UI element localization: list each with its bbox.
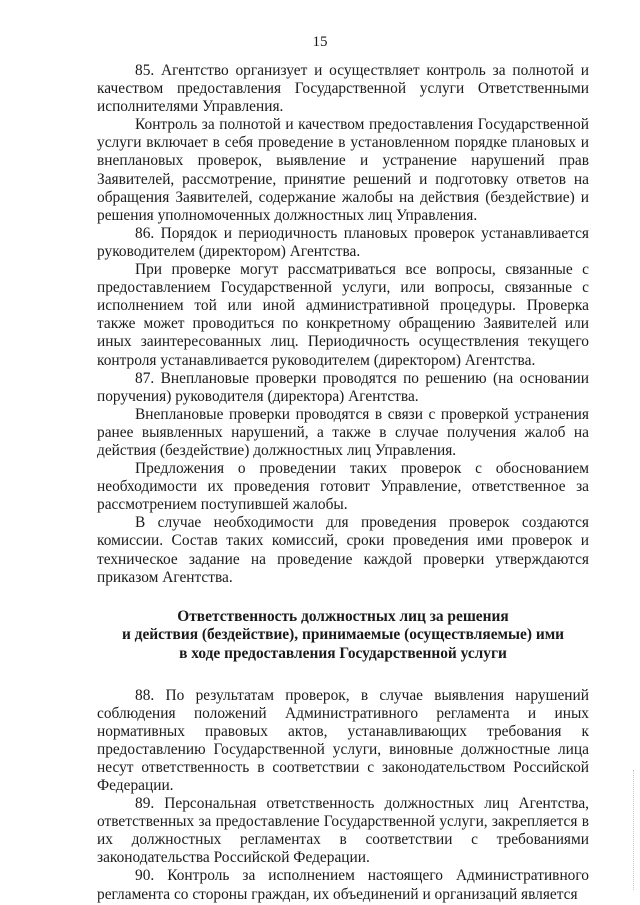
section-heading-line: Ответственность должностных лиц за решения	[177, 607, 509, 625]
section-heading-line: в ходе предоставления Государственной услуги	[179, 644, 507, 662]
paragraph-85-control: Контроль за полнотой и качеством предоставления Государственной услуги включает в себя проведение в установленном порядке плановых и внеплановых проверок, выявление и устранение нарушений прав Заявителей, рассмотрение, принятие решений и подготовку ответов на обращения Заявителей, содержание жалобы на действия (бездействие) и решения уполномоченных должностных лиц Управления.	[97, 116, 589, 224]
paragraph-89: 89. Персональная ответственность должностных лиц Агентства, ответственных за предоставление Государственной услуги, закрепляется в их должностных регламентах в соответствии с требованиями законодательства Российской Федерации.	[97, 795, 589, 867]
paragraph-85: 85. Агентство организует и осуществляет контроль за полнотой и качеством предоставления Государственной услуги Ответственными исполнителями Управления.	[97, 62, 589, 116]
paragraph-87: 87. Внеплановые проверки проводятся по решению (на основании поручения) руководителя (директора) Агентства.	[97, 369, 589, 405]
paragraph-86: 86. Порядок и периодичность плановых проверок устанавливается руководителем (директором) Агентства.	[97, 224, 589, 260]
document-body	[97, 62, 589, 904]
scan-margin-marks	[631, 770, 634, 890]
section-heading	[97, 608, 589, 664]
paragraph-88: 88. По результатам проверок, в случае выявления нарушений соблюдения положений Административного регламента и иных нормативных правовых актов, устанавливающих требования к предоставлению Государственной услуги, виновные должностные лица несут ответственность в соответствии с законодательством Российской Федерации.	[97, 686, 589, 794]
paragraph-87-reasons: Внеплановые проверки проводятся в связи с проверкой устранения ранее выявленных нарушений, а также в случае получения жалоб на действия (бездействие) должностных лиц Управления.	[97, 405, 589, 459]
paragraph-87-commissions: В случае необходимости для проведения проверок создаются комиссии. Состав таких комиссий, сроки проведения ими проверок и техническое задание на проведение каждой проверки утверждаются приказом Агентства.	[97, 514, 589, 586]
page-number: 15	[312, 34, 328, 50]
paragraph-86-scope: При проверке могут рассматриваться все вопросы, связанные с предоставлением Государственной услуги, или вопросы, связанные с исполнением той или иной административной процедуры. Проверка также может проводиться по конкретному обращению Заявителей или иных заинтересованных лиц. Периодичность осуществления текущего контроля устанавливается руководителем (директором) Агентства.	[97, 261, 589, 369]
section-heading-line: и действия (бездействие), принимаемые (осуществляемые) ими	[121, 626, 565, 644]
paragraph-90: 90. Контроль за исполнением настоящего Административного регламента со стороны граждан, их объединений и организаций является	[97, 867, 589, 903]
paragraph-87-proposals: Предложения о проведении таких проверок с обоснованием необходимости их проведения готовит Управление, ответственное за рассмотрением поступившей жалобы.	[97, 460, 589, 514]
